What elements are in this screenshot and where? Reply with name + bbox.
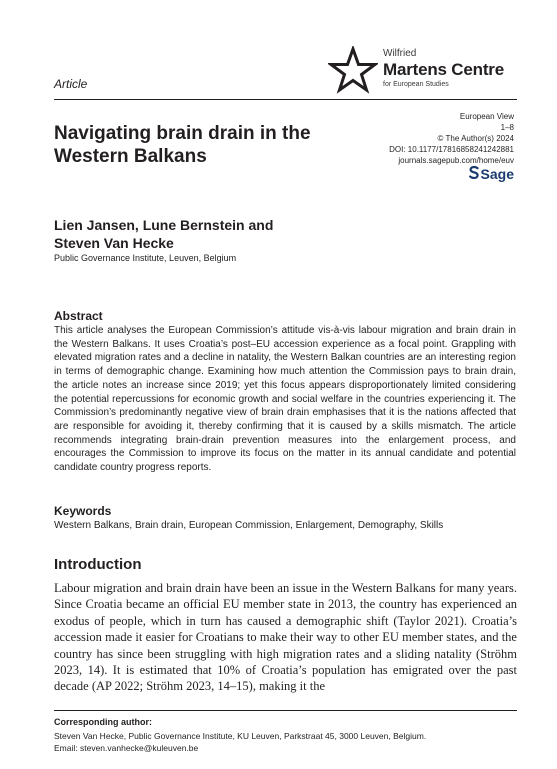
author-affiliation: Public Governance Institute, Leuven, Belgium xyxy=(54,253,237,263)
journal-url[interactable]: journals.sagepub.com/home/euv xyxy=(398,156,514,165)
introduction-heading: Introduction xyxy=(54,556,142,573)
abstract-heading: Abstract xyxy=(54,309,103,323)
author-list: Lien Jansen, Lune Bernstein and Steven Van Hecke xyxy=(54,217,274,251)
article-type-label: Article xyxy=(54,77,88,91)
sage-label: Sage xyxy=(480,166,514,182)
doi[interactable]: DOI: 10.1177/17816858241242881 xyxy=(389,145,514,154)
header-divider xyxy=(54,99,517,100)
logo-line-martens-centre: Martens Centre xyxy=(383,60,504,79)
star-logo-icon xyxy=(328,46,378,94)
keywords-heading: Keywords xyxy=(54,504,112,518)
corresponding-author-heading: Corresponding author: xyxy=(54,717,152,727)
page-range: 1–8 xyxy=(500,123,514,132)
footer-divider xyxy=(54,710,517,711)
copyright: © The Author(s) 2024 xyxy=(437,134,514,143)
article-title: Navigating brain drain in the Western Balkans xyxy=(54,123,311,167)
introduction-text: Labour migration and brain drain have been an issue in the Western Balkans for many years. Since Croatia became an official EU member state in 2013, the country has experienced an exodus of people, which in turn has caused a demographic shift (Taylor 2021). Croatia’s accession made it easier for Croatians to make their way to other EU member states, and the country has since been struggling with high migration rates and a sliding natality (Ströhm 2023, 14). It is estimated that 10% of Croatia’s population has emigrated over the past decade (AP 2022; Ströhm 2023, 14–15), making it the xyxy=(54,581,517,694)
martens-centre-logo xyxy=(328,46,518,96)
abstract-text: This article analyses the European Commission’s attitude vis-à-vis labour migration and brain drain in the Western Balkans. It uses Croatia’s post–EU accession experience as a focal point. Grappling with elevated migration rates and a decline in natality, the Western Balkan countries are an interesting region in terms of demographic change. Examining how much attention the Commission pays to brain drain, the article notes an increase since 2019; yet this focus appears disproportionately limited considering the potential repercussions for economic growth and social welfare in the countries experiencing it. The Commission’s predominantly negative view of brain drain emphasises that it is the nations affected that are responsible for avoiding it, thereby confirming that it is caused by a skills mismatch. The article recommends integrating brain-drain prevention measures into the enlargement process, and encourages the Commission to improve its focus on the matter in its annual candidate and potential candidate country progress reports. xyxy=(54,325,516,474)
corresponding-author-address: Steven Van Hecke, Public Governance Institute, KU Leuven, Parkstraat 45, 3000 Leuven, Belgium. xyxy=(54,731,427,741)
logo-line-wilfried: Wilfried xyxy=(383,48,417,59)
corresponding-author-email[interactable]: Email: steven.vanhecke@kuleuven.be xyxy=(54,743,199,753)
journal-metadata xyxy=(389,111,514,166)
sage-s-icon xyxy=(469,166,479,179)
keywords-text: Western Balkans, Brain drain, European Commission, Enlargement, Demography, Skills xyxy=(54,520,444,531)
journal-name: European View xyxy=(459,112,514,121)
sage-publisher-logo xyxy=(469,166,514,182)
logo-line-subtitle: for European Studies xyxy=(383,81,449,88)
